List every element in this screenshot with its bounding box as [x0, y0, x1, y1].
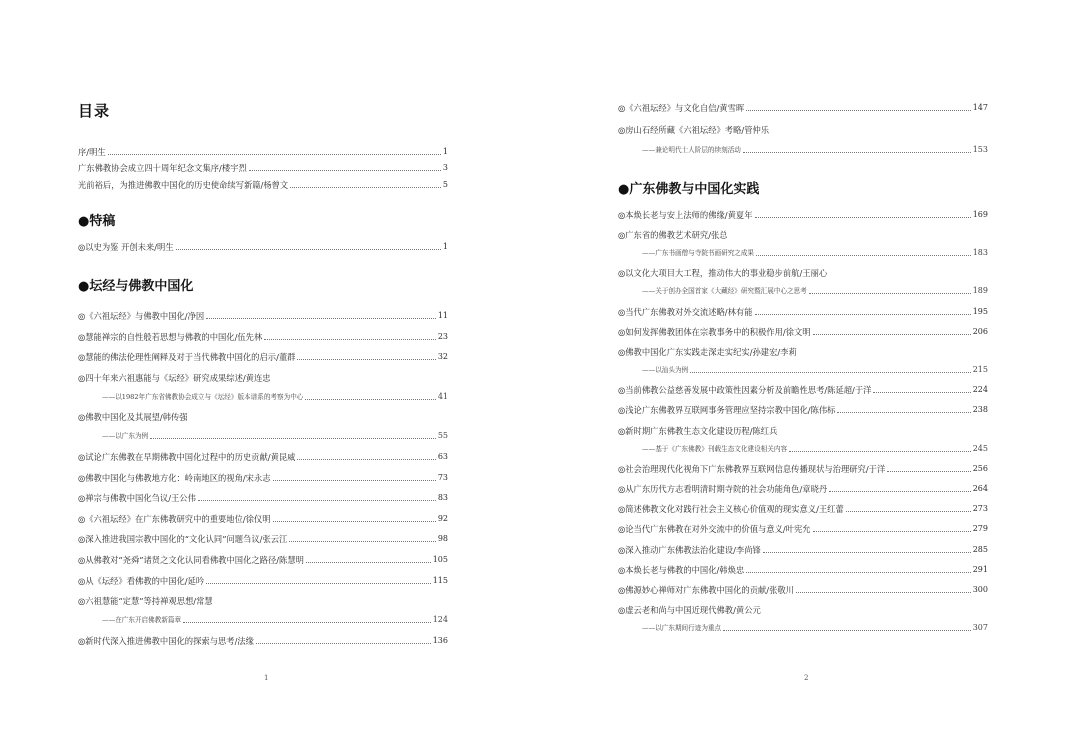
toc-entry-row [78, 239, 448, 253]
toc-entry-row [78, 160, 448, 174]
toc-entry-row [618, 265, 988, 279]
toc-entry-title: ——广东书画僧与寺院书画研究之成果 [642, 249, 755, 258]
dot-leader [273, 521, 436, 522]
dot-leader [746, 572, 971, 573]
toc-entry-title: ◎当代广东佛教对外交流述略/林有能 [618, 306, 753, 317]
toc-entry-title: 广东佛教协会成立四十周年纪念文集序/楼宇烈 [78, 163, 247, 174]
toc-entry-row [618, 602, 988, 616]
dot-leader [290, 187, 441, 188]
toc-subtitle-row [642, 620, 988, 634]
toc-entry-title: ——关于创办全国首家《大藏经》研究暨汇展中心之思考 [642, 287, 807, 296]
toc-page-number: 153 [972, 145, 988, 154]
toc-entry-title: ——以1982年广东省佛教协会成立与《坛经》版本谱系的考察为中心 [102, 392, 304, 401]
toc-page-number: 41 [437, 391, 448, 401]
dot-leader [887, 471, 970, 472]
dot-leader [723, 630, 971, 631]
toc-page-number: 195 [972, 306, 988, 316]
page-number-right: 2 [804, 674, 809, 682]
toc-subtitle-row [102, 389, 448, 403]
toc-page-number: 63 [437, 452, 448, 461]
toc-page-number: 256 [972, 463, 988, 473]
toc-entry-row [618, 423, 988, 437]
toc-entry-title: ◎简述佛教文化对践行社会主义核心价值观的现实意义/王红蕾 [618, 504, 844, 515]
toc-page-number: 73 [437, 472, 448, 482]
toc-entry-title: ◎深入推动广东佛教法治化建设/李尚锋 [618, 544, 761, 555]
dot-leader [176, 249, 441, 250]
toc-subtitle-row [642, 245, 988, 259]
toc-entry-title: ◎广东省的佛教艺术研究/张总 [618, 230, 728, 241]
toc-entry-title: ◎佛教中国化及其展望/韩传强 [78, 412, 188, 423]
dot-leader [873, 392, 970, 393]
toc-entry-title: ——以汕头为例 [642, 366, 689, 374]
toc-page-number: 183 [972, 248, 988, 258]
dot-leader [289, 541, 435, 542]
page-number-left: 1 [264, 674, 269, 682]
toc-entry-title: ◎新时期广东佛教生态文化建设历程/陈红兵 [618, 425, 778, 436]
toc-entry-title: ◎房山石经所藏《六祖坛经》考略/管仲乐 [618, 125, 770, 135]
toc-entry-title: ◎从佛教对“尧舜”诸贤之文化认同看佛教中国化之路径/陈慧明 [78, 555, 304, 565]
toc-entry-row [618, 122, 988, 136]
toc-entry-row [618, 227, 988, 241]
dot-leader [743, 152, 971, 153]
toc-subtitle-row [642, 362, 988, 376]
toc-page-number: 285 [972, 544, 988, 554]
toc-page-number: 215 [972, 365, 988, 374]
toc-entry-title: ◎新时代深入推进佛教中国化的探索与思考/法缘 [78, 635, 254, 646]
section-heading-guangdong: ●广东佛教与中国化实践 [618, 182, 760, 197]
toc-entry-row [618, 324, 988, 338]
toc-page-number: 279 [972, 524, 988, 534]
toc-entry-row [618, 402, 988, 416]
toc-subtitle-row [102, 612, 448, 626]
toc-page-number: 1 [442, 242, 448, 251]
dot-leader [206, 583, 431, 584]
toc-entry-row [78, 177, 448, 191]
toc-entry-row [78, 409, 448, 423]
toc-entry-title: ◎《六祖坛经》与佛教中国化/净因 [78, 311, 205, 321]
toc-entry-row [78, 593, 448, 607]
dot-leader [763, 552, 971, 553]
toc-page-number: 147 [972, 103, 988, 112]
dot-leader [206, 318, 436, 319]
toc-page-number: 169 [972, 210, 988, 219]
toc-entry-title: ◎禅宗与佛教中国化刍议/王公伟 [78, 493, 196, 504]
toc-entry-row [618, 304, 988, 318]
dot-leader [306, 562, 431, 563]
toc-entry-row [78, 633, 448, 647]
toc-page-number: 273 [972, 504, 988, 514]
toc-entry-row [618, 481, 988, 495]
toc-entry-title: ◎浅论广东佛教界互联网事务管理应坚持宗教中国化/陈伟标 [618, 405, 836, 416]
toc-entry-row [618, 562, 988, 576]
dot-leader [690, 372, 971, 373]
dot-leader [297, 459, 435, 460]
section-heading-special: ●特稿 [78, 214, 116, 229]
toc-page-number: 55 [437, 431, 448, 441]
toc-page-number: 83 [437, 493, 448, 503]
dot-leader [183, 622, 431, 623]
dot-leader [756, 255, 971, 256]
toc-entry-title: 序/明生 [78, 147, 106, 157]
toc-entry-row [618, 344, 988, 358]
toc-entry-title: ◎虚云老和尚与中国近现代佛教/黄公元 [618, 605, 761, 616]
dot-leader [273, 480, 436, 481]
toc-entry-row [78, 490, 448, 504]
toc-page-number: 124 [432, 615, 448, 625]
toc-page-number: 11 [437, 311, 448, 320]
toc-subtitle-row [642, 142, 988, 156]
toc-entry-title: ◎论当代广东佛教在对外交流中的价值与意义/叶宪允 [618, 524, 811, 535]
toc-page-number: 238 [972, 405, 988, 415]
toc-entry-title: ——在广东开启佛教新篇章 [102, 616, 182, 625]
toc-entry-row [78, 349, 448, 363]
toc-entry-row [78, 470, 448, 484]
toc-page-number: 5 [442, 179, 448, 189]
dot-leader [256, 643, 431, 644]
toc-entry-title: ◎当前佛教公益慈善发展中政策性因素分析及前瞻性思考/陈延超/于洋 [618, 385, 872, 396]
dot-leader [755, 217, 971, 218]
toc-entry-row [618, 501, 988, 515]
right-page [540, 0, 1080, 733]
toc-entry-title: ◎以文化大项目大工程，推动伟大的事业稳步前航/王丽心 [618, 268, 828, 279]
toc-entry-row [78, 531, 448, 545]
dot-leader [846, 511, 971, 512]
toc-entry-row [78, 449, 448, 463]
dot-leader [809, 293, 971, 294]
toc-entry-row [78, 329, 448, 343]
dot-leader [264, 339, 436, 340]
toc-entry-row [78, 573, 448, 587]
toc-entry-title: ——兼论明代士人阶层的续刻活动 [642, 146, 741, 154]
toc-page-number: 98 [437, 534, 448, 544]
toc-entry-title: ◎四十年来六祖惠能与《坛经》研究成果综述/黄连忠 [78, 372, 271, 383]
toc-entry-title: ◎佛教中国化与佛教地方化：岭南地区的视角/宋永志 [78, 472, 271, 483]
dot-leader [829, 491, 971, 492]
toc-entry-title: ◎如何发挥佛教团体在宗教事务中的积极作用/徐文明 [618, 326, 811, 337]
toc-entry-row [78, 552, 448, 566]
toc-entry-row [618, 207, 988, 221]
toc-page-number: 224 [972, 385, 988, 395]
toc-page-number: 291 [972, 564, 988, 574]
dot-leader [813, 531, 971, 532]
dot-leader [305, 399, 435, 400]
toc-page-number: 1 [442, 147, 448, 156]
toc-subtitle-row [642, 441, 988, 455]
dot-leader [150, 438, 436, 439]
toc-entry-title: ◎以史为鉴 开创未来/明生 [78, 242, 174, 252]
toc-entry-title: ◎试论广东佛教在早期佛教中国化过程中的历史贡献/黄昆威 [78, 452, 296, 462]
toc-entry-row [618, 461, 988, 475]
toc-entry-row [618, 542, 988, 556]
toc-page-number: 92 [437, 513, 448, 523]
toc-entry-title: ◎《六祖坛经》与文化自信/黄雪晖 [618, 103, 745, 113]
dot-leader [746, 110, 971, 111]
toc-entry-title: ◎本焕长老与安上法师的佛缘/黄夏年 [618, 210, 753, 220]
dot-leader [789, 451, 971, 452]
toc-page-number: 189 [972, 286, 988, 296]
toc-entry-title: ◎慧能禅宗的自性般若思想与佛教的中国化/伍先林 [78, 331, 263, 342]
dot-leader [108, 154, 441, 155]
dot-leader [198, 500, 436, 501]
toc-page-number: 264 [972, 484, 988, 493]
toc-entry-title: ◎深入推进我国宗教中国化的“文化认同”问题刍议/张云江 [78, 534, 288, 545]
toc-page-number: 136 [432, 635, 448, 645]
toc-entry-title: ——以广东为例 [102, 432, 149, 441]
toc-entry-row [78, 511, 448, 525]
toc-title: 目录 [78, 102, 111, 120]
toc-entry-title: ◎从《坛经》看佛教的中国化/延吟 [78, 575, 205, 586]
dot-leader [813, 334, 971, 335]
toc-entry-title: ◎社会治理现代化视角下广东佛教界互联网信息传播现状与治理研究/于洋 [618, 463, 886, 474]
toc-page-number: 3 [442, 163, 448, 173]
toc-entry-title: ◎本焕长老与佛教的中国化/韩焕忠 [618, 564, 745, 575]
toc-entry-title: ◎从广东历代方志看明清时期寺院的社会功能角色/章晓丹 [618, 484, 828, 494]
toc-page-number: 115 [432, 575, 448, 585]
toc-page-number: 206 [972, 326, 988, 336]
toc-page-number: 245 [972, 443, 988, 453]
dot-leader [755, 314, 971, 315]
toc-entry-title: ◎《六祖坛经》在广东佛教研究中的重要地位/徐仪明 [78, 513, 271, 524]
toc-page-number: 105 [432, 555, 448, 564]
toc-page-number: 300 [972, 585, 988, 594]
toc-entry-title: ◎六祖慧能“定慧”等持禅观思想/常慧 [78, 596, 213, 607]
toc-entry-row [78, 370, 448, 384]
dot-leader [837, 412, 970, 413]
toc-page-number: 23 [437, 331, 448, 341]
toc-entry-title: ◎慧能的佛法伦理性阐释及对于当代佛教中国化的启示/董群 [78, 352, 296, 363]
dot-leader [796, 592, 971, 593]
toc-entry-row [78, 308, 448, 322]
toc-entry-row [618, 100, 988, 114]
toc-entry-row [78, 144, 448, 158]
toc-entry-title: ◎佛源妙心禅师对广东佛教中国化的贡献/张敬川 [618, 585, 794, 595]
toc-page-number: 307 [972, 623, 988, 633]
dot-leader [249, 170, 441, 171]
toc-entry-title: ——以广东期间行迹为重点 [642, 624, 722, 633]
toc-subtitle-row [642, 283, 988, 297]
section-heading-tanjing: ●坛经与佛教中国化 [78, 279, 194, 294]
toc-entry-title: ——基于《广东佛教》刊载生态文化建设相关内容 [642, 444, 788, 453]
toc-entry-row [618, 582, 988, 596]
toc-entry-title: 光前裕后，为推进佛教中国化的历史使命续写新篇/杨曾文 [78, 179, 289, 190]
toc-entry-row [618, 382, 988, 396]
toc-entry-row [618, 521, 988, 535]
toc-subtitle-row [102, 428, 448, 442]
toc-entry-title: ◎佛教中国化广东实践走深走实纪实/孙建宏/李莉 [618, 347, 797, 357]
dot-leader [297, 359, 435, 360]
toc-page-number: 32 [437, 352, 448, 362]
